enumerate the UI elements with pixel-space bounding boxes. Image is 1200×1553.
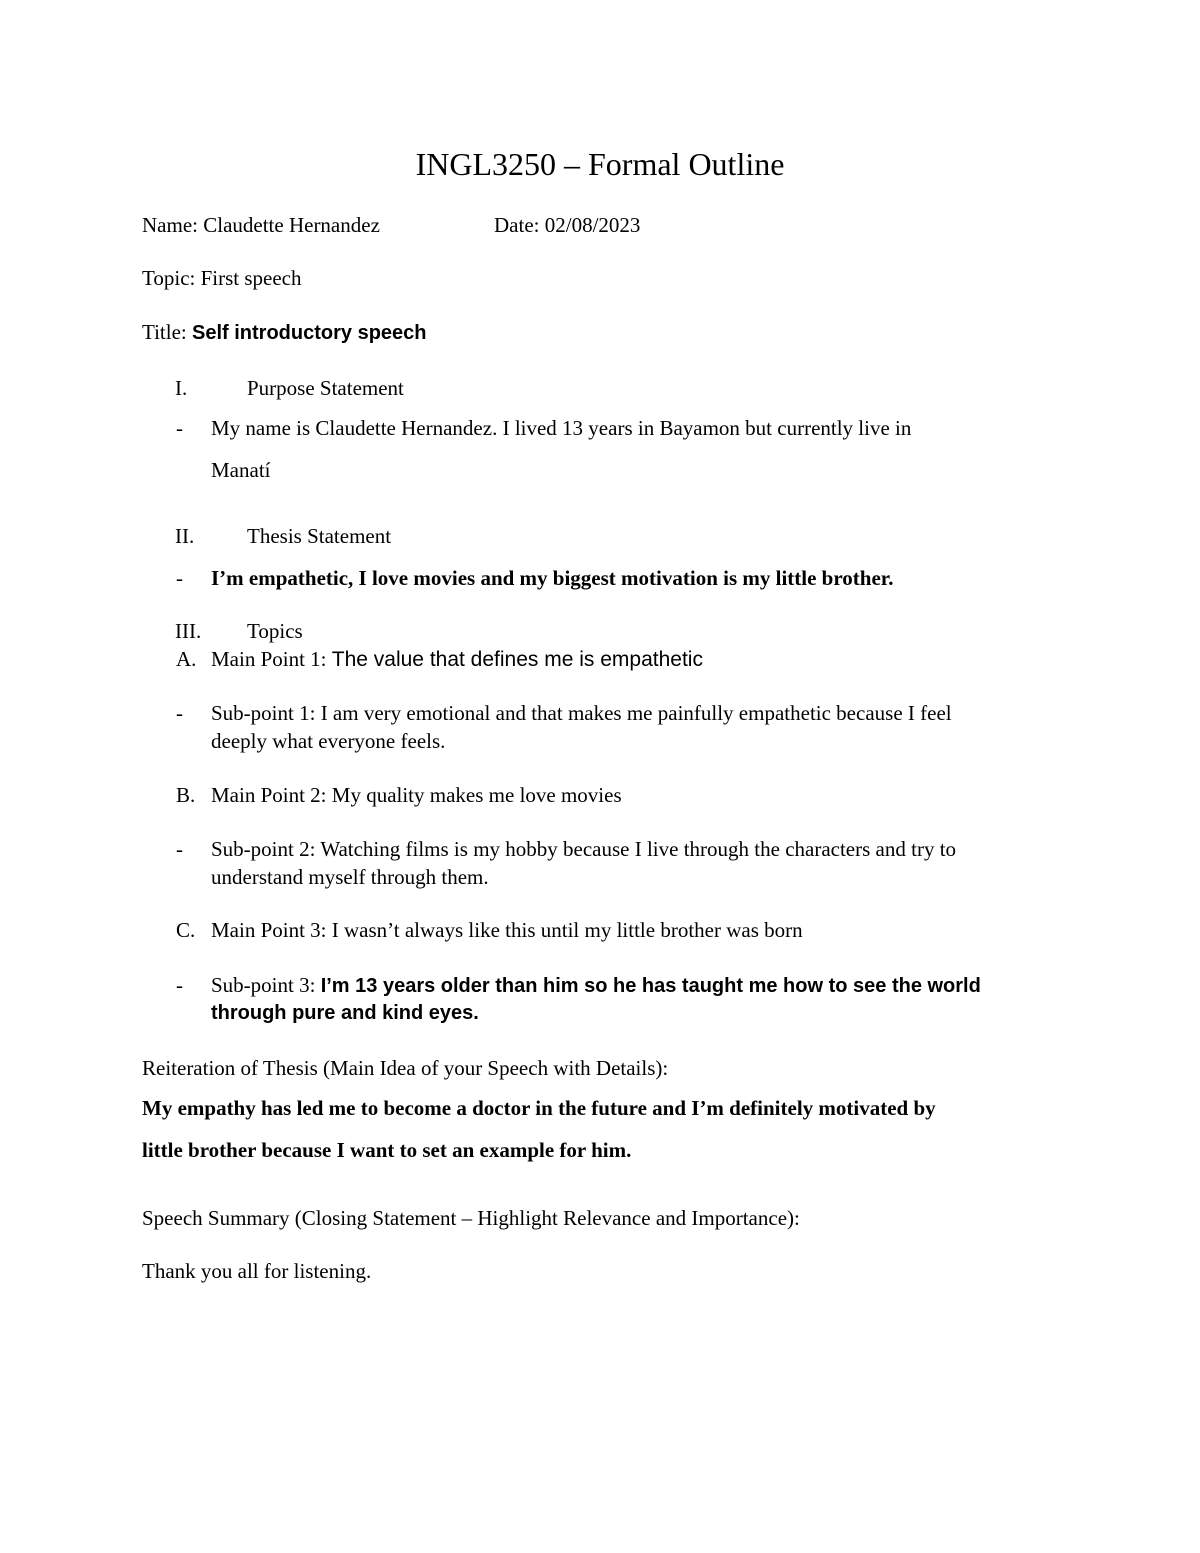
purpose-line-1: My name is Claudette Hernandez. I lived 13 years in Bayamon but currently live in <box>211 416 912 440</box>
section-numeral: II. <box>175 524 195 548</box>
name-label: Name: <box>142 213 198 237</box>
dash-bullet: - <box>176 416 183 440</box>
date-label: Date: <box>494 213 540 237</box>
reiteration-line-2: little brother because I want to set an example for him. <box>142 1138 632 1162</box>
section-heading: Topics <box>247 619 303 643</box>
dash-bullet: - <box>176 566 183 590</box>
name-value: Claudette Hernandez <box>203 213 380 237</box>
sub-point-text: I am very emotional and that makes me painfully empathetic because I feel <box>320 701 952 725</box>
sub-point-3-cont: through pure and kind eyes. <box>211 1002 479 1024</box>
purpose-line-2: Manatí <box>211 458 271 482</box>
main-point-letter: A. <box>176 647 197 671</box>
main-point-label: Main Point 1: <box>211 647 327 671</box>
date-line <box>494 211 640 239</box>
summary-text: Thank you all for listening. <box>142 1259 372 1283</box>
summary-label: Speech Summary (Closing Statement – Highlight Relevance and Importance): <box>142 1206 800 1230</box>
speech-title-value: Self introductory speech <box>192 322 427 344</box>
sub-point-label: Sub-point 3: <box>211 973 316 997</box>
dash-bullet: - <box>176 701 183 725</box>
section-numeral: I. <box>175 376 188 400</box>
topic-label: Topic: <box>142 266 196 290</box>
section-heading: Thesis Statement <box>247 524 392 548</box>
topic-value: First speech <box>200 266 302 290</box>
name-line <box>142 211 380 239</box>
main-point-3 <box>211 916 803 944</box>
thesis-line: I’m empathetic, I love movies and my biggest motivation is my little brother. <box>211 566 894 590</box>
sub-point-1-cont: deeply what everyone feels. <box>211 729 446 753</box>
sub-point-text: I’m 13 years older than him so he has taught me how to see the world <box>320 975 981 997</box>
main-point-text: I wasn’t always like this until my little brother was born <box>331 918 803 942</box>
main-point-label: Main Point 2: <box>211 783 327 807</box>
main-point-text: The value that defines me is empathetic <box>331 648 703 671</box>
sub-point-label: Sub-point 1: <box>211 701 316 725</box>
speech-title-line <box>142 318 427 347</box>
main-point-2 <box>211 781 622 809</box>
date-value: 02/08/2023 <box>544 213 641 237</box>
reiteration-line-1: My empathy has led me to become a doctor in the future and I’m definitely motivated by <box>142 1096 936 1120</box>
reiteration-label: Reiteration of Thesis (Main Idea of your Speech with Details): <box>142 1056 669 1080</box>
dash-bullet: - <box>176 973 183 997</box>
speech-title-label: Title: <box>142 320 187 344</box>
section-heading: Purpose Statement <box>247 376 404 400</box>
main-point-text: My quality makes me love movies <box>331 783 622 807</box>
dash-bullet: - <box>176 837 183 861</box>
topic-line <box>142 264 302 292</box>
main-point-letter: B. <box>176 783 196 807</box>
document-title: INGL3250 – Formal Outline <box>415 146 785 182</box>
main-point-label: Main Point 3: <box>211 918 327 942</box>
sub-point-2-cont: understand myself through them. <box>211 865 489 889</box>
sub-point-3 <box>211 971 981 1000</box>
sub-point-2 <box>211 835 956 863</box>
main-point-1 <box>211 645 703 674</box>
sub-point-1 <box>211 699 952 727</box>
sub-point-text: Watching films is my hobby because I live through the characters and try to <box>320 837 957 861</box>
sub-point-label: Sub-point 2: <box>211 837 316 861</box>
section-numeral: III. <box>175 619 202 643</box>
main-point-letter: C. <box>176 918 196 942</box>
